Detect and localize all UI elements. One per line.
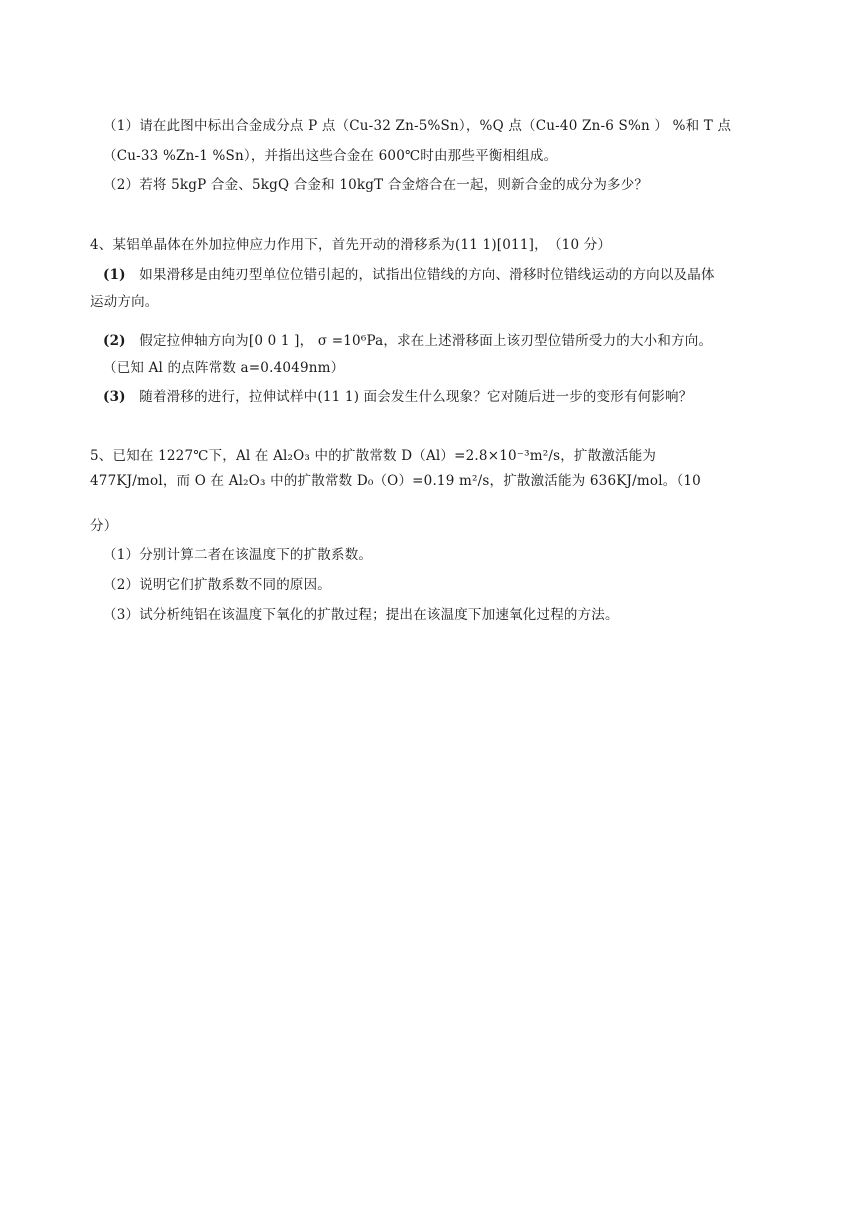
q3-part1-line2: （Cu-33 %Zn-1 %Sn），并指出这些合金在 600℃时由那些平衡相组成。 [103,148,558,164]
q5-line1: 5、已知在 1227℃下，Al 在 Al₂O₃ 中的扩散常数 D（Al）=2.8×10⁻³m²/s，扩散激活能为 [90,448,657,464]
q4-part3-line1 [103,387,803,407]
q5-line3: 分） [90,518,118,534]
q5-part3: （3）试分析纯铝在该温度下氧化的扩散过程；提出在该温度下加速氧化过程的方法。 [103,607,619,623]
q4-part1-line2: 运动方向。 [90,294,159,310]
q4-part2-text: 假定拉伸轴方向为[0 0 1 ]， σ =10⁶Pa，求在上述滑移面上该刃型位错所受力的大小和方向。 [139,333,713,349]
q4-part2-line1 [103,331,803,351]
q4-part3-number: (3) [103,389,126,405]
q4-part1-text: 如果滑移是由纯刃型单位位错引起的，试指出位错线的方向、滑移时位错线运动的方向以及晶体 [139,267,715,283]
q3-part1-line1: （1）请在此图中标出合金成分点 P 点（Cu-32 Zn-5%Sn），%Q 点（Cu-40 Zn-6 S%n ） %和 T 点 [103,118,732,134]
q4-title: 4、某铝单晶体在外加拉伸应力作用下，首先开动的滑移系为(11 1)[011]， （10 分） [90,237,612,253]
q4-part2-line2: （已知 Al 的点阵常数 a=0.4049nm） [103,360,345,376]
q5-part1: （1）分别计算二者在该温度下的扩散系数。 [103,547,373,563]
q4-part1-line1 [103,265,803,285]
q3-part2: （2）若将 5kgP 合金、5kgQ 合金和 10kgT 合金熔合在一起，则新合金的成分为多少？ [103,177,649,193]
q4-part3-text: 随着滑移的进行，拉伸试样中(11 1) 面会发生什么现象？它对随后进一步的变形有何影响？ [139,389,693,405]
q5-line2: 477KJ/mol，而 O 在 Al₂O₃ 中的扩散常数 D₀（O）=0.19 m²/s，扩散激活能为 636KJ/mol。（10 [90,473,701,489]
q4-part1-number: (1) [103,267,126,283]
q4-part2-number: (2) [103,333,126,349]
q5-part2: （2）说明它们扩散系数不同的原因。 [103,577,331,593]
